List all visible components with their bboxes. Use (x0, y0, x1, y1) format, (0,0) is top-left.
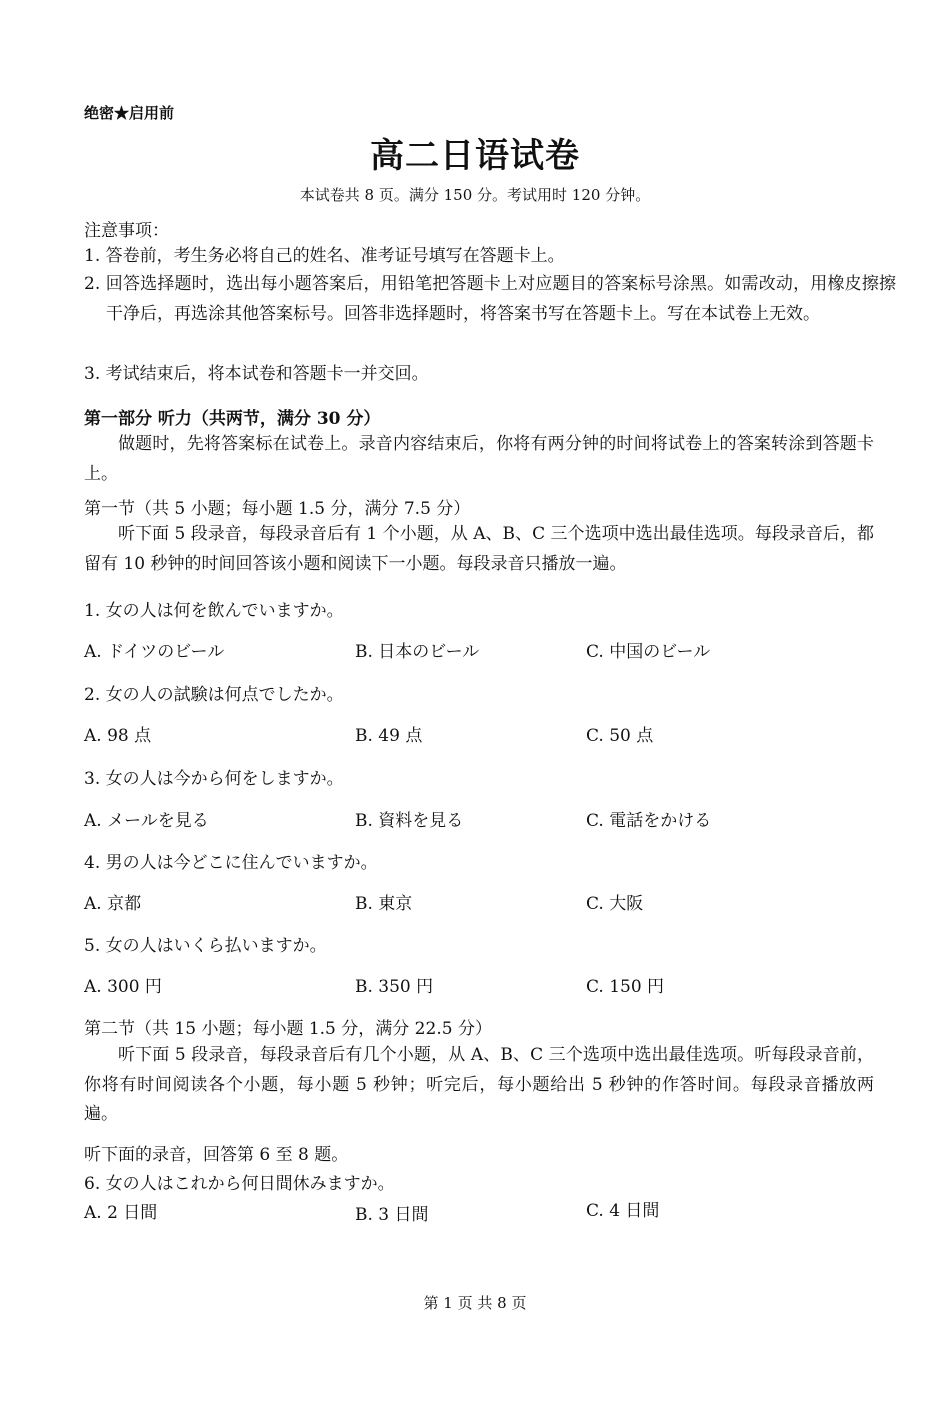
question-4: 4. 男の人は今どこに住んでいますか。 (84, 853, 378, 873)
question-5: 5. 女の人はいくら払いますか。 (84, 936, 327, 956)
q3-option-b: B. 資料を見る (355, 811, 464, 831)
notice-item-2: 2. 回答选择题时，选出每小题答案后，用铅笔把答题卡上对应题目的答案标号涂黑。如需改动，用橡皮擦擦干净后，再选涂其他答案标号。回答非选择题时，将答案书写在答题卡上。写在本试卷上无效。 (84, 274, 896, 324)
page-title: 高二日语试卷 (370, 136, 580, 176)
confidential-label: 绝密★启用前 (84, 104, 175, 122)
q5-option-a: A. 300 円 (84, 977, 162, 997)
q6-option-b: B. 3 日間 (355, 1205, 429, 1225)
q4-option-c: C. 大阪 (586, 894, 644, 914)
notice-item-3: 3. 考试结束后，将本试卷和答题卡一并交回。 (84, 364, 429, 384)
part1-heading: 第一部分 听力（共两节，满分 30 分） (84, 409, 381, 429)
page-number: 第 1 页 共 8 页 (423, 1294, 527, 1312)
q2-option-b: B. 49 点 (355, 726, 423, 746)
q2-option-a: A. 98 点 (84, 726, 152, 746)
q3-option-a: A. メールを見る (84, 811, 209, 831)
question-3: 3. 女の人は今から何をしますか。 (84, 769, 344, 789)
section2-intro: 听下面 5 段录音，每段录音后有几个小题，从 A、B、C 三个选项中选出最佳选项。听每段录音前，你将有时间阅读各个小题，每小题 5 秒钟；听完后，每小题给出 5 秒钟的作答时间。每段录音播放两遍。 (84, 1045, 874, 1124)
q5-option-b: B. 350 円 (355, 977, 434, 997)
question-6: 6. 女の人はこれから何日間休みますか。 (84, 1174, 395, 1194)
q1-option-b: B. 日本のビール (355, 642, 480, 662)
q2-option-c: C. 50 点 (586, 726, 654, 746)
q5-option-c: C. 150 円 (586, 977, 665, 997)
notice-item-1: 1. 答卷前，考生务必将自己的姓名、准考证号填写在答题卡上。 (84, 246, 565, 266)
section2-instruction: 听下面的录音，回答第 6 至 8 题。 (84, 1145, 349, 1165)
exam-info: 本试卷共 8 页。满分 150 分。考试用时 120 分钟。 (299, 186, 651, 204)
q6-option-c: C. 4 日間 (586, 1201, 660, 1221)
section1-intro: 听下面 5 段录音，每段录音后有 1 个小题，从 A、B、C 三个选项中选出最佳选项。每段录音后，都留有 10 秒钟的时间回答该小题和阅读下一小题。每段录音只播放一遍。 (84, 524, 874, 574)
notice-heading: 注意事项： (84, 221, 169, 241)
q4-option-b: B. 東京 (355, 894, 413, 914)
q4-option-a: A. 京都 (84, 894, 142, 914)
q1-option-a: A. ドイツのビール (84, 642, 225, 662)
q3-option-c: C. 電話をかける (586, 811, 712, 831)
q6-option-a: A. 2 日間 (84, 1203, 158, 1223)
section1-heading: 第一节（共 5 小题；每小题 1.5 分，满分 7.5 分） (84, 499, 471, 519)
section2-heading: 第二节（共 15 小题；每小题 1.5 分，满分 22.5 分） (84, 1019, 492, 1039)
question-1: 1. 女の人は何を飲んでいますか。 (84, 601, 344, 621)
part1-intro: 做题时，先将答案标在试卷上。录音内容结束后，你将有两分钟的时间将试卷上的答案转涂到答题卡上。 (84, 434, 874, 484)
question-2: 2. 女の人の試験は何点でしたか。 (84, 685, 344, 705)
q1-option-c: C. 中国のビール (586, 642, 711, 662)
